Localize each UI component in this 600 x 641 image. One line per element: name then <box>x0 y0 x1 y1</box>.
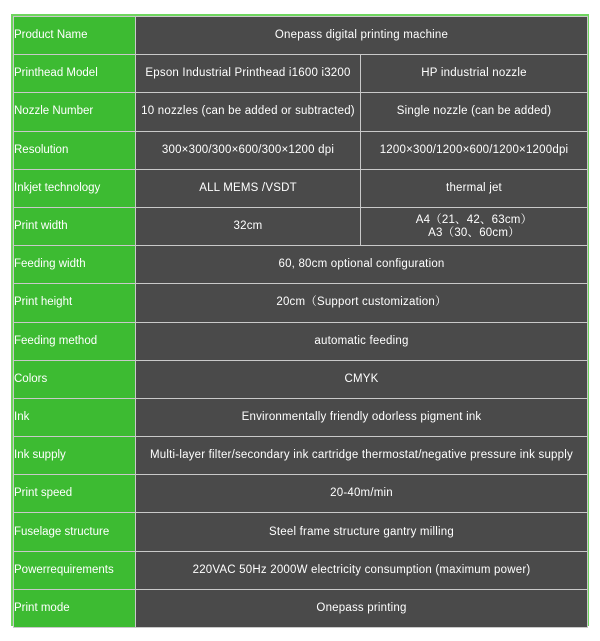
row-value: Environmentally friendly odorless pigment ink <box>136 398 588 436</box>
row-value: 220VAC 50Hz 2000W electricity consumption (maximum power) <box>136 551 588 589</box>
row-value-right: thermal jet <box>361 169 588 207</box>
row-label: Feeding method <box>14 322 136 360</box>
row-value: Onepass digital printing machine <box>136 17 588 55</box>
table-row <box>14 437 588 475</box>
row-value: 60, 80cm optional configuration <box>136 246 588 284</box>
row-label: Feeding width <box>14 246 136 284</box>
row-label: Printhead Model <box>14 55 136 93</box>
table-row <box>14 513 588 551</box>
table-row <box>14 207 588 245</box>
row-value: Onepass printing <box>136 589 588 627</box>
row-value-right: 1200×300/1200×600/1200×1200dpi <box>361 131 588 169</box>
row-label: Inkjet technology <box>14 169 136 207</box>
row-label: Fuselage structure <box>14 513 136 551</box>
spec-table <box>13 16 588 628</box>
table-row <box>14 551 588 589</box>
row-value-left: 300×300/300×600/300×1200 dpi <box>136 131 361 169</box>
table-row <box>14 284 588 322</box>
table-row <box>14 589 588 627</box>
print-width-a4: A4（21、42、63cm） <box>415 213 533 226</box>
print-width-a3: A3（30、60cm） <box>428 226 520 239</box>
table-row <box>14 169 588 207</box>
row-value: automatic feeding <box>136 322 588 360</box>
table-row <box>14 398 588 436</box>
row-value-left: 32cm <box>136 207 361 245</box>
row-label: Print mode <box>14 589 136 627</box>
row-label: Ink <box>14 398 136 436</box>
table-row <box>14 246 588 284</box>
table-row <box>14 360 588 398</box>
row-value: 20-40m/min <box>136 475 588 513</box>
row-label: Print speed <box>14 475 136 513</box>
row-value: Steel frame structure gantry milling <box>136 513 588 551</box>
table-row <box>14 93 588 131</box>
row-label: Print width <box>14 207 136 245</box>
table-row <box>14 475 588 513</box>
row-label: Print height <box>14 284 136 322</box>
row-value-left: Epson Industrial Printhead i1600 i3200 <box>136 55 361 93</box>
row-value: CMYK <box>136 360 588 398</box>
table-row <box>14 131 588 169</box>
row-value: 20cm（Support customization） <box>136 284 588 322</box>
row-label: Colors <box>14 360 136 398</box>
table-row <box>14 55 588 93</box>
row-label: Product Name <box>14 17 136 55</box>
row-value-right <box>361 207 588 245</box>
row-value-left: ALL MEMS /VSDT <box>136 169 361 207</box>
row-value: Multi-layer filter/secondary ink cartridge thermostat/negative pressure ink supply <box>136 437 588 475</box>
row-value-left: 10 nozzles (can be added or subtracted) <box>136 93 361 131</box>
row-value-right: Single nozzle (can be added) <box>361 93 588 131</box>
row-label: Powerrequirements <box>14 551 136 589</box>
row-label: Ink supply <box>14 437 136 475</box>
table-row <box>14 322 588 360</box>
row-label: Resolution <box>14 131 136 169</box>
row-label: Nozzle Number <box>14 93 136 131</box>
row-value-right: HP industrial nozzle <box>361 55 588 93</box>
table-row <box>14 17 588 55</box>
